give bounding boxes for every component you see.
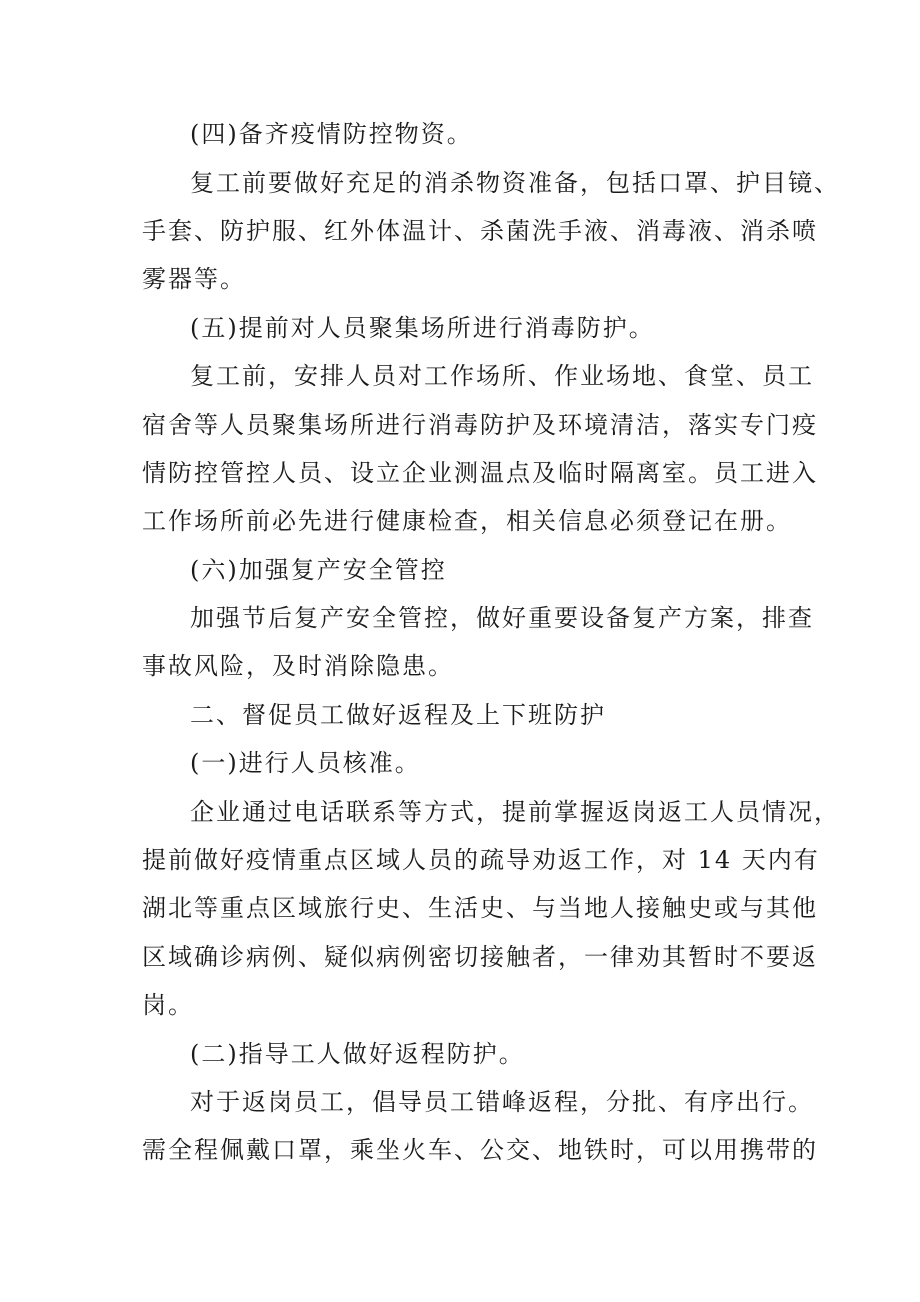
heading-2-return-protection: (二)指导工人做好返程防护。 — [190, 1040, 525, 1068]
heading-4-prepare-supplies: (四)备齐疫情防控物资。 — [190, 120, 473, 148]
paragraph-line: 手套、防护服、红外体温计、杀菌洗手液、消毒液、消杀喷 — [142, 217, 818, 245]
paragraph-line: 宿舍等人员聚集场所进行消毒防护及环境清洁，落实专门疫 — [142, 411, 818, 439]
paragraph-line: 区域确诊病例、疑似病例密切接触者，一律劝其暂时不要返 — [142, 943, 818, 971]
paragraph-line: 雾器等。 — [142, 265, 246, 293]
paragraph-line: 企业通过电话联系等方式，提前掌握返岗返工人员情况， — [190, 798, 840, 826]
paragraph-line: 复工前要做好充足的消杀物资准备，包括口罩、护目镜、 — [190, 169, 840, 197]
section-heading-2: 二、督促员工做好返程及上下班防护 — [190, 701, 606, 729]
paragraph-line: 提前做好疫情重点区域人员的疏导劝返工作，对 14 天内有 — [142, 846, 820, 874]
paragraph-line: 需全程佩戴口罩，乘坐火车、公交、地铁时，可以用携带的 — [142, 1136, 818, 1164]
paragraph-line: 事故风险，及时消除隐患。 — [142, 652, 454, 680]
heading-5-disinfection: (五)提前对人员聚集场所进行消毒防护。 — [190, 314, 655, 342]
heading-6-safety-control: (六)加强复产安全管控 — [190, 556, 447, 584]
paragraph-line: 加强节后复产安全管控，做好重要设备复产方案，排查 — [190, 604, 814, 632]
paragraph-line: 工作场所前必先进行健康检查，相关信息必须登记在册。 — [142, 507, 792, 535]
heading-1-staff-verification: (一)进行人员核准。 — [190, 749, 421, 777]
paragraph-line: 对于返岗员工，倡导员工错峰返程，分批、有序出行。 — [190, 1088, 814, 1116]
paragraph-line: 情防控管控人员、设立企业测温点及临时隔离室。员工进入 — [142, 459, 818, 487]
paragraph-line: 湖北等重点区域旅行史、生活史、与当地人接触史或与其他 — [142, 894, 818, 922]
paragraph-line: 复工前，安排人员对工作场所、作业场地、食堂、员工 — [190, 362, 814, 390]
paragraph-line: 岗。 — [142, 991, 194, 1019]
